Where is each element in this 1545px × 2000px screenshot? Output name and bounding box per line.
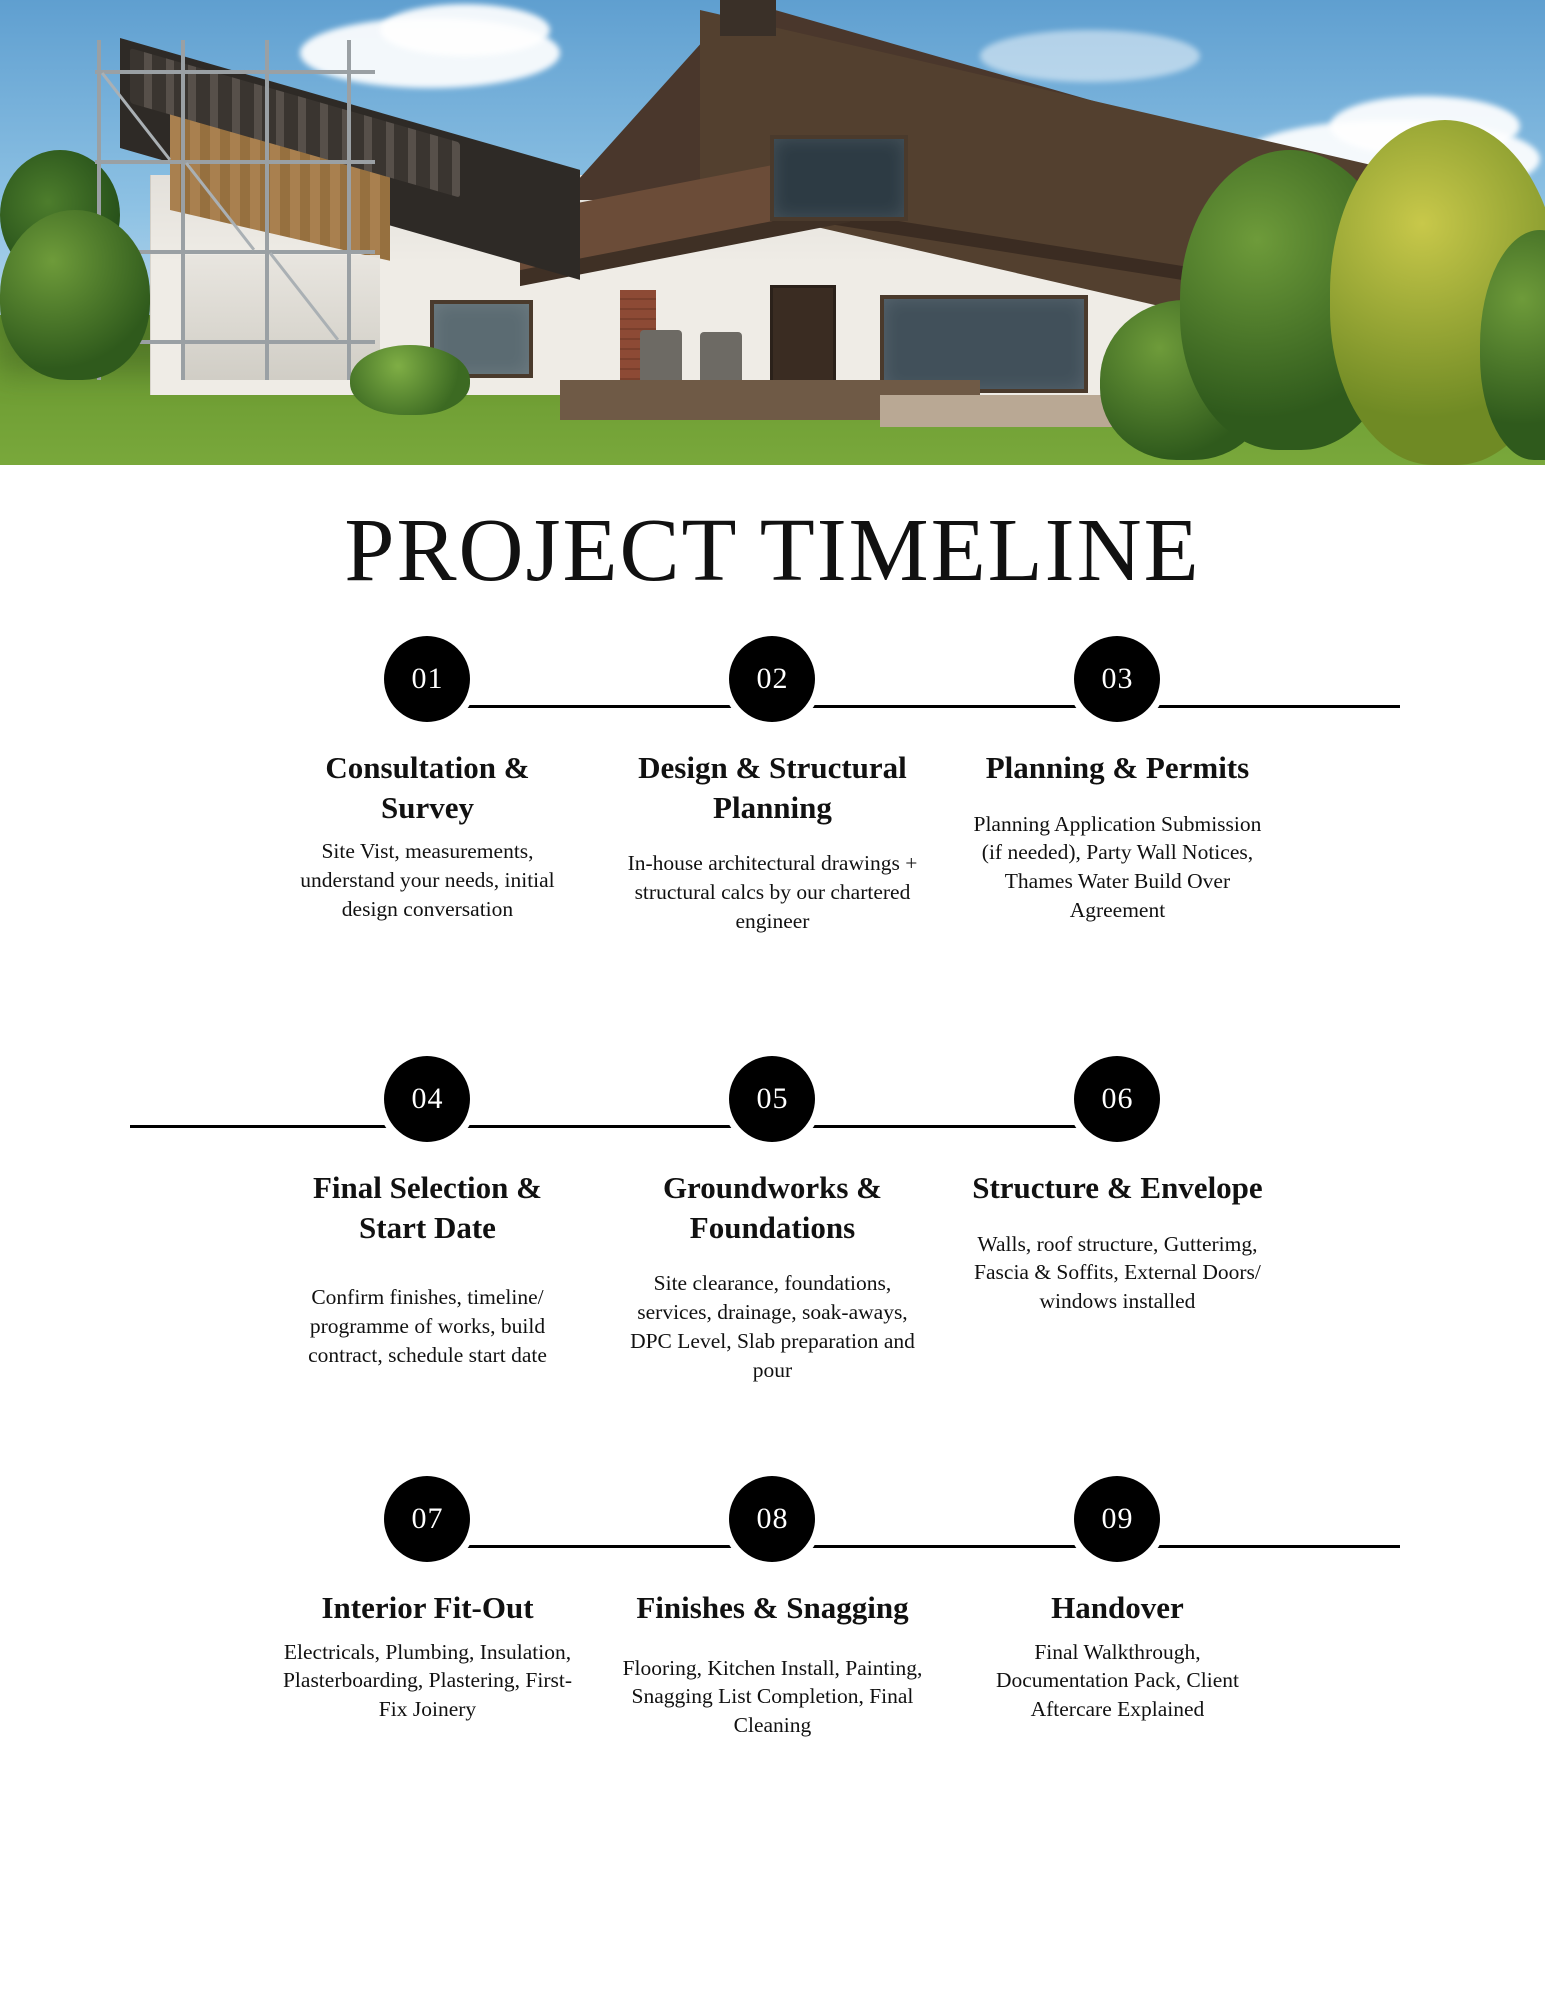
step-number-badge: 08 <box>729 1476 815 1562</box>
chimney <box>720 0 776 36</box>
timeline-step[interactable] <box>255 1056 600 1385</box>
step-description: Site clearance, foundations, services, drainage, soak-aways, DPC Level, Slab preparation and pour <box>630 1271 915 1382</box>
timeline-step[interactable] <box>945 1476 1290 1740</box>
step-description: Planning Application Submission (if needed), Party Wall Notices, Thames Water Build Over Agreement <box>973 811 1262 923</box>
timeline-step[interactable] <box>945 636 1290 936</box>
timeline-step[interactable] <box>600 1056 945 1385</box>
step-title: Planning & Permits <box>985 750 1250 785</box>
step-number-badge: 09 <box>1074 1476 1160 1562</box>
step-title: Design & Structural Planning <box>638 750 907 825</box>
step-description: Walls, roof structure, Gutterimg, Fascia & Soffits, External Doors/ windows installed <box>974 1231 1261 1314</box>
step-number-badge: 03 <box>1074 636 1160 722</box>
page-title: PROJECT TIMELINE <box>344 501 1201 600</box>
large-window <box>880 295 1088 393</box>
timeline-step[interactable] <box>600 636 945 936</box>
step-description: In-house architectural drawings + structural calcs by our chartered engineer <box>627 851 918 933</box>
step-description: Confirm finishes, timeline/ programme of works, build contract, schedule start date <box>308 1285 547 1367</box>
timeline-step[interactable] <box>600 1476 945 1740</box>
step-number-badge: 01 <box>384 636 470 722</box>
timeline-row <box>0 636 1545 1056</box>
step-number-badge: 04 <box>384 1056 470 1142</box>
timeline-row <box>0 1476 1545 1896</box>
timeline-step[interactable] <box>255 636 600 936</box>
hero-image <box>0 0 1545 465</box>
step-description: Site Vist, measurements, understand your needs, initial design conversation <box>300 839 555 921</box>
timeline <box>0 636 1545 1896</box>
patio-chair <box>700 332 742 386</box>
step-number-badge: 07 <box>384 1476 470 1562</box>
step-number-badge: 02 <box>729 636 815 722</box>
step-number-badge: 06 <box>1074 1056 1160 1142</box>
upper-window <box>770 135 908 221</box>
timeline-step[interactable] <box>255 1476 600 1740</box>
step-description: Flooring, Kitchen Install, Painting, Snagging List Completion, Final Cleaning <box>622 1655 923 1738</box>
step-title: Finishes & Snagging <box>636 1590 909 1625</box>
small-bush <box>350 345 470 415</box>
patio-chair <box>640 330 682 384</box>
step-number-badge: 05 <box>729 1056 815 1142</box>
step-title: Structure & Envelope <box>972 1170 1263 1205</box>
shrub <box>0 210 150 380</box>
step-title: Groundworks & Foundations <box>662 1170 882 1245</box>
timeline-step[interactable] <box>945 1056 1290 1385</box>
step-description: Final Walkthrough, Documentation Pack, Client Aftercare Explained <box>995 1639 1239 1722</box>
step-description: Electricals, Plumbing, Insulation, Plasterboarding, Plastering, First-Fix Joinery <box>282 1639 572 1722</box>
step-title: Consultation & Survey <box>325 750 530 825</box>
step-title: Final Selection & Start Date <box>312 1170 542 1245</box>
step-title: Handover <box>1051 1590 1184 1625</box>
timeline-row <box>0 1056 1545 1476</box>
cloud-shape <box>380 4 550 56</box>
step-title: Interior Fit-Out <box>321 1590 534 1625</box>
